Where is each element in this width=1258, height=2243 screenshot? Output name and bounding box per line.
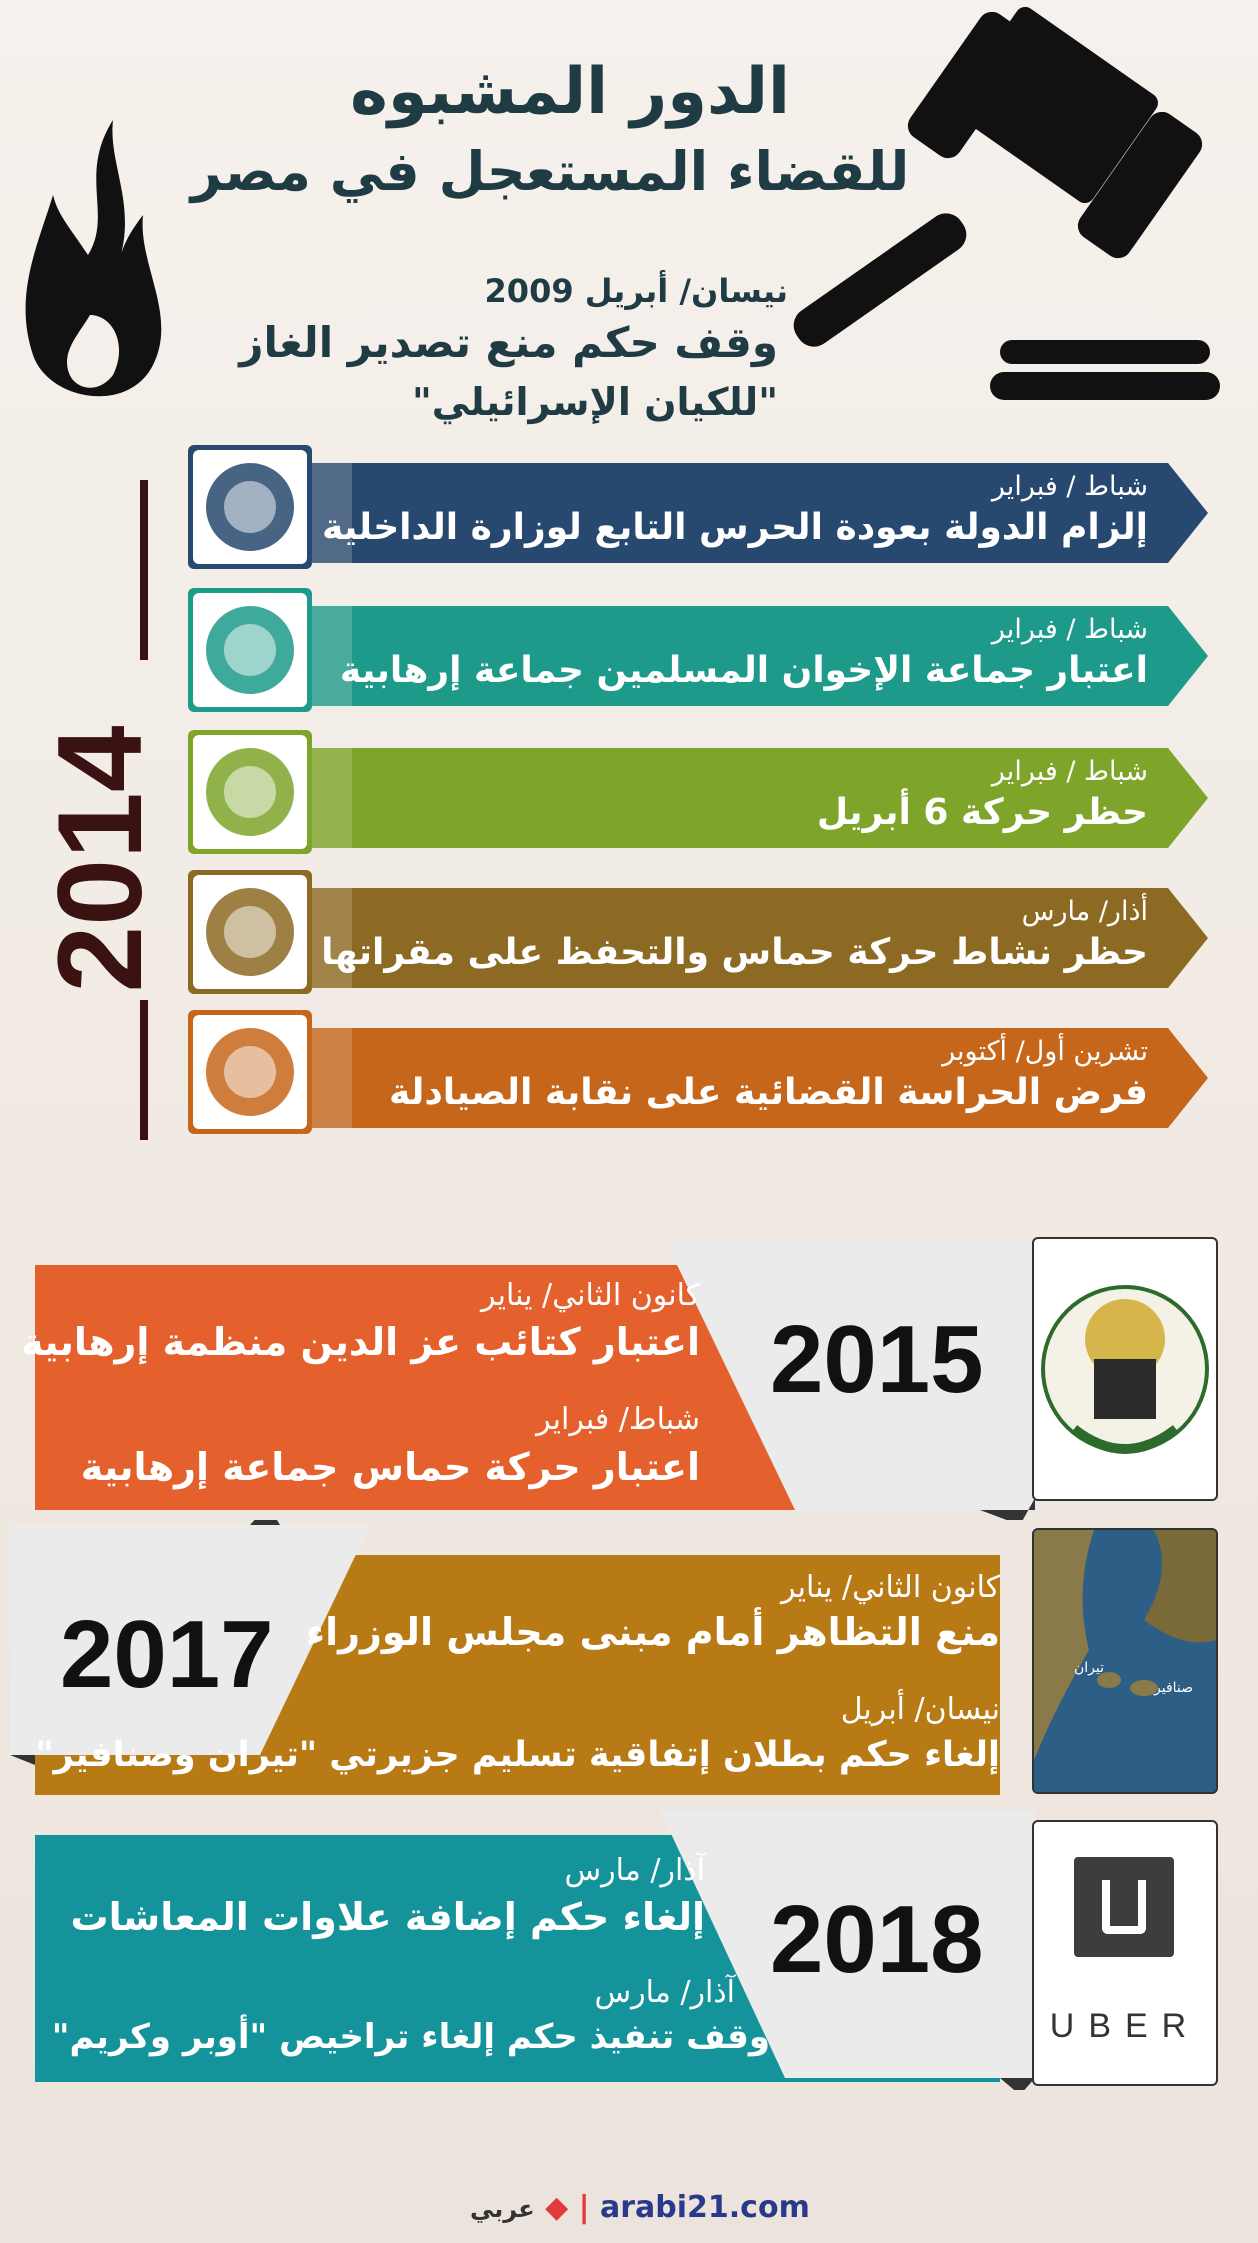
- intro-date: نيسان/ أبريل 2009: [484, 272, 788, 310]
- event-2014-logo-frame: [188, 870, 312, 994]
- year-2017: 2017: [60, 1601, 274, 1708]
- year-2014-label: 2014: [33, 725, 167, 993]
- event-2014-date: شباط / فبراير: [991, 471, 1148, 502]
- year-2015-text-2: اعتبار حركة حماس جماعة إرهابية: [80, 1445, 700, 1489]
- event-2014-date: شباط / فبراير: [991, 614, 1148, 645]
- year-2017-text-2: إلغاء حكم بطلان إتفاقية تسليم جزيرتي "تيران وصنافير": [35, 1735, 1000, 1775]
- event-2014-text: حظر حركة 6 أبريل: [816, 792, 1148, 833]
- year-2015-date-2: شباط/ فبراير: [536, 1402, 700, 1437]
- pharmacists-syndicate-icon: [193, 1015, 307, 1129]
- footer-brand-latin[interactable]: arabi21.com: [600, 2190, 810, 2225]
- event-2014-logo-frame: [188, 588, 312, 712]
- event-2014-logo-frame: [188, 445, 312, 569]
- page-title: الدور المشبوه: [350, 55, 790, 129]
- event-2014-date: تشرين أول/ أكتوبر: [942, 1036, 1148, 1067]
- year-2015-text-1: اعتبار كتائب عز الدين منظمة إرهابية: [21, 1320, 700, 1364]
- year-2015-date-1: كانون الثاني/ يناير: [481, 1278, 700, 1313]
- year-2018: 2018: [770, 1886, 984, 1993]
- hamas-emblem-icon: [193, 875, 307, 989]
- event-2014-logo-frame: [188, 730, 312, 854]
- event-2014-text: حظر نشاط حركة حماس والتحفظ على مقراتها: [321, 932, 1148, 973]
- intro-text: وقف حكم منع تصدير الغاز: [239, 318, 778, 367]
- year-block-2017: [10, 1520, 1010, 1800]
- fist-icon: [193, 735, 307, 849]
- timeline-line-bottom: [140, 1000, 148, 1140]
- event-2014-banner: [312, 1028, 1208, 1128]
- event-2014-text: إلزام الدولة بعودة الحرس التابع لوزارة الداخلية: [321, 507, 1148, 548]
- year-2018-date-2: آذار/ مارس: [594, 1975, 735, 2010]
- year-2017-text-1: منع التظاهر أمام مبنى مجلس الوزراء: [305, 1610, 1000, 1654]
- year-2018-date-1: آذار/ مارس: [564, 1853, 705, 1888]
- year-block-2018: [35, 1810, 1035, 2090]
- year-block-2015: [21, 1240, 1035, 1520]
- year-2015: 2015: [770, 1306, 984, 1413]
- footer-brand: [470, 2190, 810, 2225]
- footer-brand-arabic: عربي: [470, 2195, 535, 2223]
- timeline-line-top: [140, 480, 148, 660]
- event-2014-banner: [312, 463, 1208, 563]
- year-2017-date-2: نيسان/ أبريل: [840, 1692, 1000, 1727]
- footer-brand-logo-icon: ◆ |: [545, 2190, 600, 2225]
- event-2014-banner: [312, 888, 1208, 988]
- muslim-brotherhood-icon: [193, 593, 307, 707]
- uber-logo-icon: [1032, 1820, 1218, 2086]
- event-2014-logo-frame: [188, 1010, 312, 1134]
- event-2014-date: شباط / فبراير: [991, 756, 1148, 787]
- uber-logo-text: UBER: [1049, 2007, 1201, 2045]
- event-2014-banner: [312, 606, 1208, 706]
- year-2018-text-2: وقف تنفيذ حكم إلغاء تراخيص "أوبر وكريم": [51, 2017, 770, 2057]
- flame-icon: [18, 115, 168, 415]
- intro-text-2: "للكيان الإسرائيلي": [411, 380, 778, 424]
- map-label-sanafir: صنافير: [1154, 1680, 1194, 1696]
- event-2014-banner: [312, 748, 1208, 848]
- map-icon: [1032, 1528, 1218, 1794]
- year-2018-text-1: إلغاء حكم إضافة علاوات المعاشات: [70, 1895, 705, 1939]
- map-label-tiran: تيران: [1074, 1660, 1105, 1676]
- qassam-brigades-icon: [1032, 1237, 1218, 1501]
- event-2014-text: اعتبار جماعة الإخوان المسلمين جماعة إرهابية: [339, 650, 1148, 691]
- event-2014-date: أذار/ مارس: [1021, 896, 1148, 927]
- year-2017-date-1: كانون الثاني/ يناير: [781, 1570, 1000, 1605]
- event-2014-text: فرض الحراسة القضائية على نقابة الصيادلة: [388, 1072, 1148, 1113]
- police-eagle-icon: [193, 450, 307, 564]
- page-subtitle: للقضاء المستعجل في مصر: [190, 140, 910, 203]
